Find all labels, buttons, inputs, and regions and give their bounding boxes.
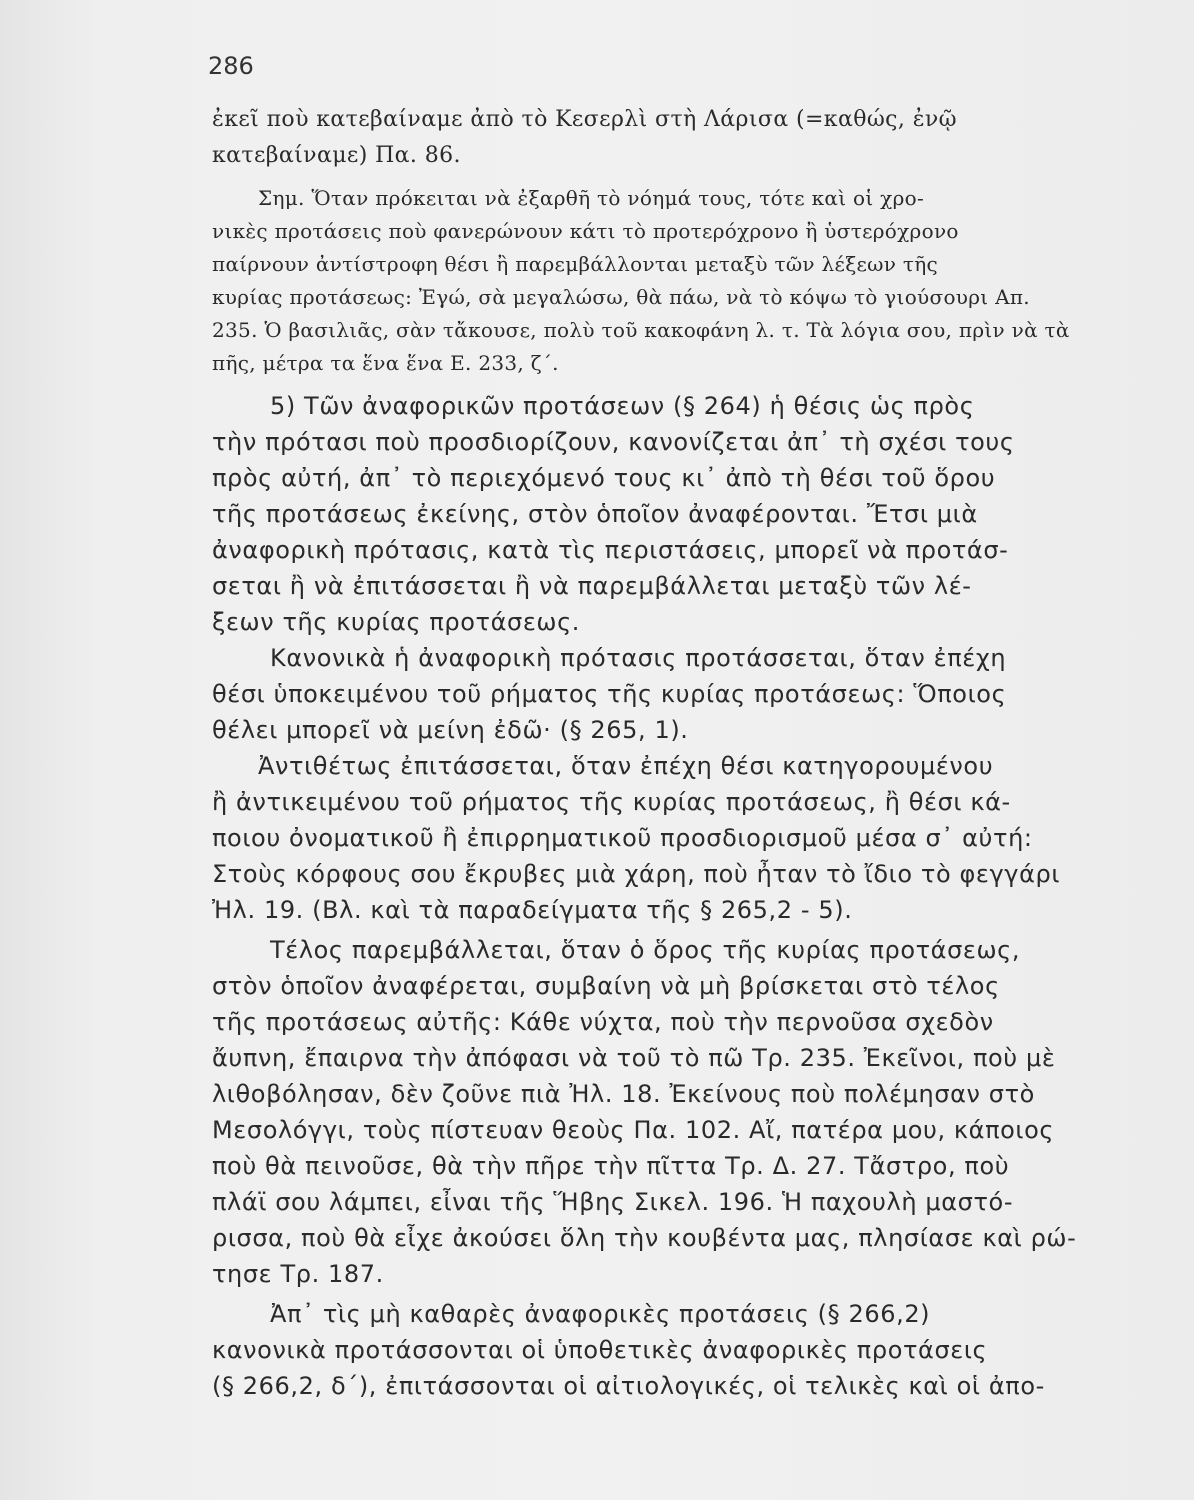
text-line: σεται ἢ νὰ ἐπιτάσσεται ἢ νὰ παρεμβάλλεται μεταξὺ τῶν λέ- bbox=[212, 572, 972, 600]
text-line: τὴν πρότασι ποὺ προσδιορίζουν, κανονίζεται ἀπ᾿ τὴ σχέσι τους bbox=[212, 428, 1015, 456]
text-line: Κανονικὰ ἡ ἀναφορικὴ πρότασις προτάσσεται, ὅταν ἐπέχη bbox=[270, 644, 1007, 672]
text-line: ἐκεῖ ποὺ κατεβαίναμε ἀπὸ τὸ Κεσερλὶ στὴ Λάρισα (=καθώς, ἐνῷ bbox=[212, 107, 958, 132]
text-line: στὸν ὁποῖον ἀναφέρεται, συμβαίνη νὰ μὴ βρίσκεται στὸ τέλος bbox=[212, 972, 1000, 1000]
text-line: λιθοβόλησαν, δὲν ζοῦνε πιὰ Ἠλ. 18. Ἐκείνους ποὺ πολέμησαν στὸ bbox=[212, 1080, 1035, 1108]
note-line: Σημ. Ὅταν πρόκειται νὰ ἐξαρθῆ τὸ νόημά τους, τότε καὶ οἱ χρο- bbox=[258, 186, 925, 210]
text-line: ποὺ θὰ πεινοῦσε, θὰ τὴν πῆρε τὴν πῖττα Τρ. Δ. 27. Τἄστρο, ποὺ bbox=[212, 1152, 1010, 1180]
text-line: θέλει μπορεῖ νὰ μείνη ἐδῶ· (§ 265, 1). bbox=[212, 716, 689, 744]
note-line: 235. Ὁ βασιλιᾶς, σὰν τἄκουσε, πολὺ τοῦ κακοφάνη λ. τ. Τὰ λόγια σου, πρὶν νὰ τὰ bbox=[212, 318, 1070, 342]
page-number: 286 bbox=[208, 52, 254, 80]
text-line: Στοὺς κόρφους σου ἔκρυβες μιὰ χάρη, ποὺ ἦταν τὸ ἴδιο τὸ φεγγάρι bbox=[212, 860, 1061, 888]
text-line: πρὸς αὐτή, ἀπ᾿ τὸ περιεχόμενό τους κι᾿ ἀπὸ τὴ θέσι τοῦ ὅρου bbox=[212, 464, 996, 492]
text-line: τῆς προτάσεως αὐτῆς: Κάθε νύχτα, ποὺ τὴν περνοῦσα σχεδὸν bbox=[212, 1008, 994, 1036]
text-line: κανονικὰ προτάσσονται οἱ ὑποθετικὲς ἀναφορικὲς προτάσεις bbox=[212, 1336, 988, 1364]
note-line: πῆς, μέτρα τα ἕνα ἕνα Ε. 233, ζ΄. bbox=[212, 351, 559, 375]
text-line: ἢ ἀντικειμένου τοῦ ρήματος τῆς κυρίας προτάσεως, ἢ θέσι κά- bbox=[212, 788, 1011, 816]
text-line: ξεων τῆς κυρίας προτάσεως. bbox=[212, 608, 581, 636]
note-line: νικὲς προτάσεις ποὺ φανερώνουν κάτι τὸ προτερόχρονο ἢ ὑστερόχρονο bbox=[212, 219, 959, 243]
note-line: παίρνουν ἀντίστροφη θέσι ἢ παρεμβάλλονται μεταξὺ τῶν λέξεων τῆς bbox=[212, 252, 939, 276]
text-line: θέσι ὑποκειμένου τοῦ ρήματος τῆς κυρίας προτάσεως: Ὅποιος bbox=[212, 680, 1007, 708]
text-line: ρισσα, ποὺ θὰ εἶχε ἀκούσει ὅλη τὴν κουβέντα μας, πλησίασε καὶ ρώ- bbox=[212, 1224, 1077, 1252]
text-line: Μεσολόγγι, τοὺς πίστευαν θεοὺς Πα. 102. Αἴ, πατέρα μου, κάποιος bbox=[212, 1116, 1055, 1144]
text-line: Ἠλ. 19. (Βλ. καὶ τὰ παραδείγματα τῆς § 265,2 - 5). bbox=[212, 896, 853, 924]
text-line: πλάϊ σου λάμπει, εἶναι τῆς Ἥβης Σικελ. 196. Ἡ παχουλὴ μαστό- bbox=[212, 1188, 1014, 1216]
text-line: τησε Τρ. 187. bbox=[212, 1260, 384, 1288]
text-line: τῆς προτάσεως ἐκείνης, στὸν ὁποῖον ἀναφέρονται. Ἔτσι μιὰ bbox=[212, 500, 978, 528]
text-line: 5) Τῶν ἀναφορικῶν προτάσεων (§ 264) ἡ θέσις ὡς πρὸς bbox=[270, 392, 975, 420]
text-line: Τέλος παρεμβάλλεται, ὅταν ὁ ὅρος τῆς κυρίας προτάσεως, bbox=[270, 936, 1021, 964]
text-line: ἀναφορικὴ πρότασις, κατὰ τὶς περιστάσεις, μπορεῖ νὰ προτάσ- bbox=[212, 536, 1009, 564]
text-line: κατεβαίναμε) Πα. 86. bbox=[212, 143, 461, 168]
text-line: ἄυπνη, ἔπαιρνα τὴν ἀπόφασι νὰ τοῦ τὸ πῶ Τρ. 235. Ἐκεῖνοι, ποὺ μὲ bbox=[212, 1044, 1056, 1072]
text-line: (§ 266,2, δ΄), ἐπιτάσσονται οἱ αἰτιολογικές, οἱ τελικὲς καὶ οἱ ἀπο- bbox=[212, 1372, 1045, 1400]
text-line: Ἀπ᾿ τὶς μὴ καθαρὲς ἀναφορικὲς προτάσεις (§ 266,2) bbox=[270, 1300, 931, 1328]
text-line: ποιου ὀνοματικοῦ ἢ ἐπιρρηματικοῦ προσδιορισμοῦ μέσα σ᾿ αὐτή: bbox=[212, 824, 1033, 852]
text-line: Ἀντιθέτως ἐπιτάσσεται, ὅταν ἐπέχη θέσι κατηγορουμένου bbox=[258, 752, 994, 780]
page-text bbox=[212, 102, 1077, 1404]
note-line: κυρίας προτάσεως: Ἐγώ, σὰ μεγαλώσω, θὰ πάω, νὰ τὸ κόψω τὸ γιούσουρι Απ. bbox=[212, 285, 1030, 309]
